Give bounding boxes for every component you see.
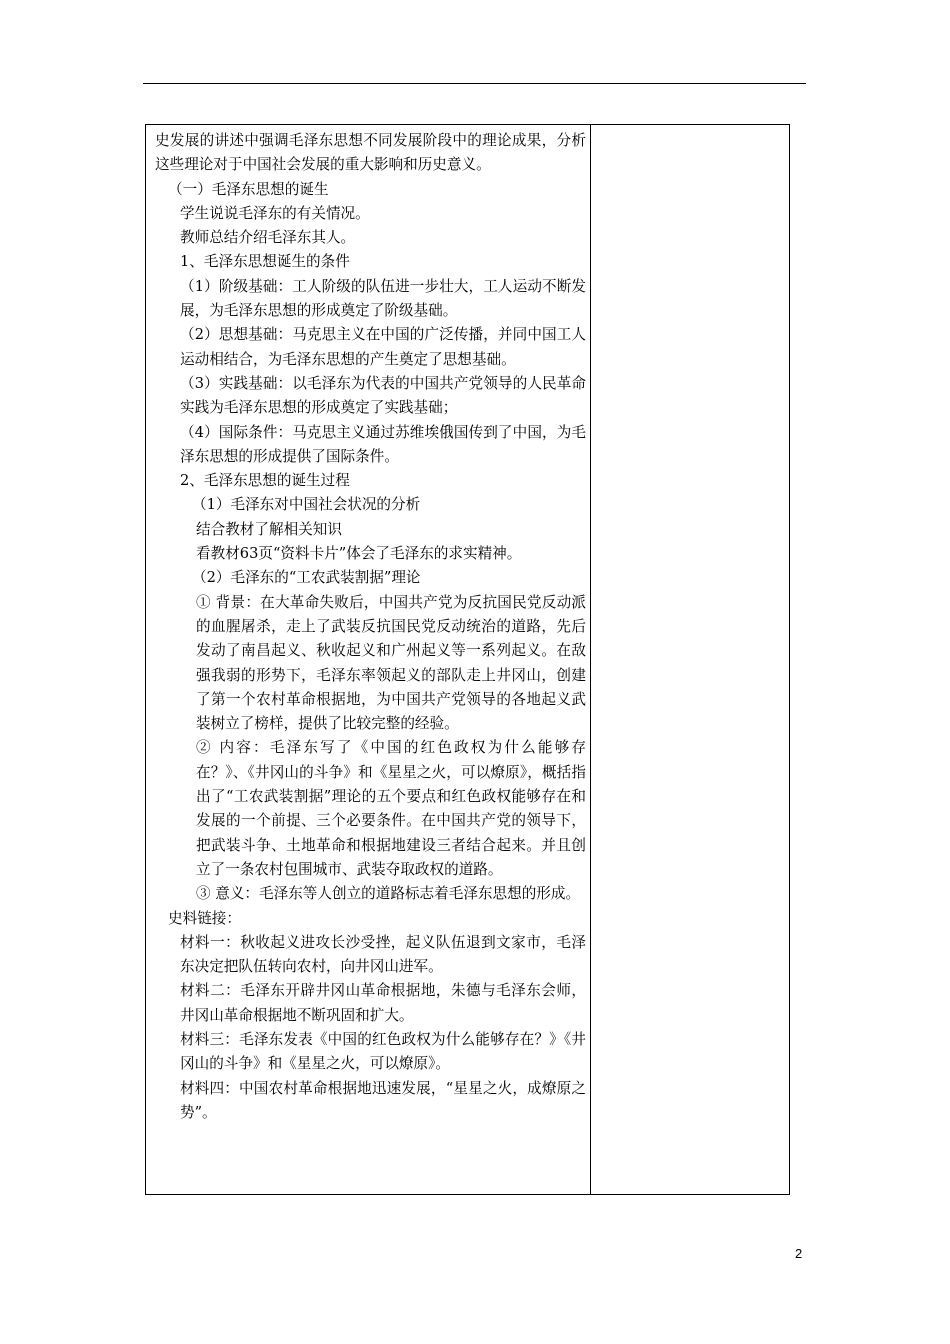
paragraph: 学生说说毛泽东的有关情况。	[180, 204, 370, 222]
section-heading: （一）毛泽东思想的诞生	[168, 180, 329, 198]
paragraph: 材料一：秋收起义进攻长沙受挫，起义队伍退到文家市，毛泽东决定把队伍转向农村，向井冈山进军。	[180, 933, 586, 976]
subsection-heading: 2、毛泽东思想的诞生过程	[180, 472, 350, 490]
lesson-content-cell	[146, 125, 591, 1194]
header-rule	[143, 83, 806, 84]
paragraph: （1）阶级基础：工人阶级的队伍进一步壮大，工人运动不断发展，为毛泽东思想的形成奠定了阶级基础。	[180, 277, 586, 320]
subsection-heading: 1、毛泽东思想诞生的条件	[180, 253, 350, 271]
notes-cell	[591, 125, 789, 1194]
paragraph: （1）毛泽东对中国社会状况的分析	[192, 496, 421, 514]
paragraph: 教师总结介绍毛泽东其人。	[180, 229, 356, 247]
lesson-table	[145, 124, 790, 1195]
paragraph: 史发展的讲述中强调毛泽东思想不同发展阶段中的理论成果，分析这些理论对于中国社会发展的重大影响和历史意义。	[155, 132, 586, 174]
page-number: 2	[795, 1246, 803, 1261]
paragraph: 材料三：毛泽东发表《中国的红色政权为什么能够存在？》《井冈山的斗争》和《星星之火，可以燎原》。	[180, 1030, 586, 1073]
paragraph: 结合教材了解相关知识	[196, 520, 342, 538]
paragraph: （4）国际条件：马克思主义通过苏维埃俄国传到了中国，为毛泽东思想的形成提供了国际条件。	[180, 423, 586, 465]
paragraph: ① 背景：在大革命失败后，中国共产党为反抗国民党反动派的血腥屠杀，走上了武装反抗国民党反动统治的道路，先后发动了南昌起义、秋收起义和广州起义等一系列起义。在敌强我弱的形势下，毛泽东率领起义的部队走上井冈山，创建了第一个农村革命根据地，为中国共产党领导的各地起义武装树立了榜样，提供了比较完整的经验。	[196, 593, 586, 733]
paragraph: 材料四：中国农村革命根据地迅速发展，“星星之火，成燎原之势”。	[180, 1079, 586, 1121]
section-heading: 史料链接：	[168, 909, 241, 927]
paragraph: 材料二：毛泽东开辟井冈山革命根据地，朱德与毛泽东会师，井冈山革命根据地不断巩固和扩大。	[180, 982, 586, 1024]
paragraph: （3）实践基础：以毛泽东为代表的中国共产党领导的人民革命实践为毛泽东思想的形成奠定了实践基础；	[180, 374, 586, 417]
paragraph: ② 内容：毛泽东写了《中国的红色政权为什么能够存在？》、《井冈山的斗争》和《星星之火，可以燎原》，概括指出了“工农武装割据”理论的五个要点和红色政权能够存在和发展的一个前提、三个必要条件。在中国共产党的领导下，把武装斗争、土地革命和根据地建设三者结合起来。并且创立了一条农村包围城市、武装夺取政权的道路。	[196, 739, 586, 878]
paragraph: （2）毛泽东的“工农武装割据”理论	[192, 569, 421, 587]
paragraph: （2）思想基础：马克思主义在中国的广泛传播，并同中国工人运动相结合，为毛泽东思想的产生奠定了思想基础。	[180, 326, 586, 368]
paragraph: ③ 意义：毛泽东等人创立的道路标志着毛泽东思想的形成。	[196, 885, 581, 903]
paragraph: 看教材63页“资料卡片”体会了毛泽东的求实精神。	[196, 545, 522, 563]
